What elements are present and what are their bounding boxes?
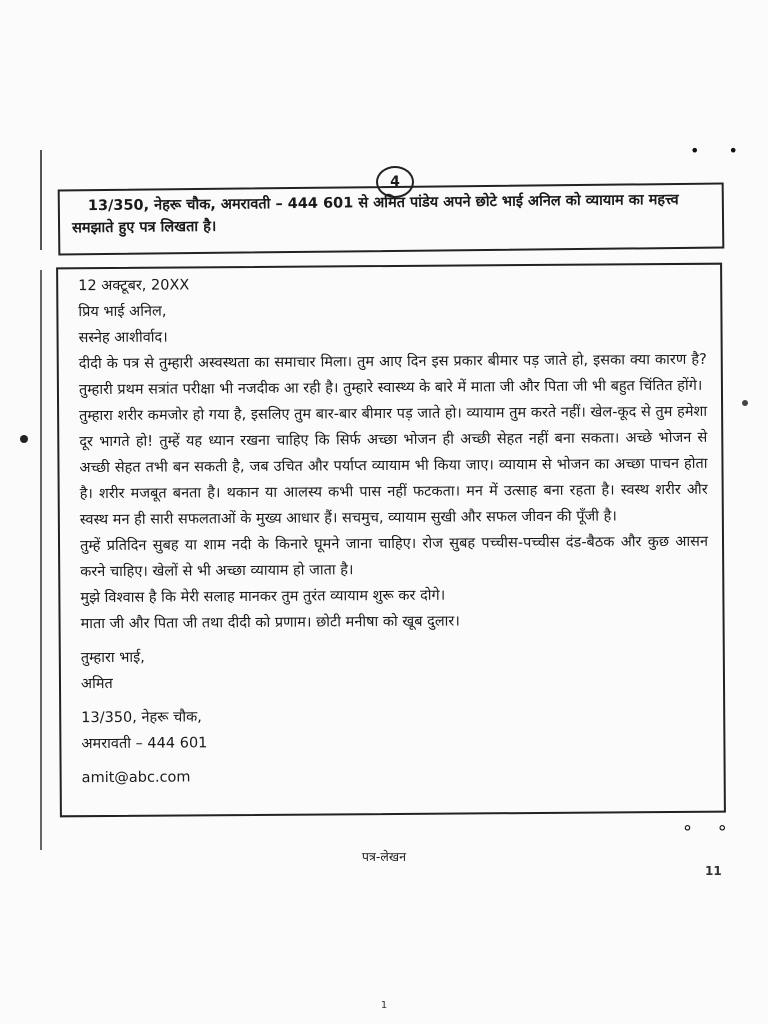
left-margin-line-lower <box>40 270 42 850</box>
letter-salutation: प्रिय भाई अनिल, <box>78 303 167 321</box>
letter-address-line2: अमरावती – 444 601 <box>81 735 208 753</box>
letter-paragraph: तुम्हें प्रतिदिन सुबह या शाम नदी के किनारे घूमने जाना चाहिए। रोज सुबह पच्चीस-पच्चीस दंड-बैठक और कुछ आसन करने चाहिए। खेलों से भी अच्छा व्यायाम हो जाता है। <box>79 533 709 581</box>
bottom-dot-marks: ° ° <box>683 822 737 843</box>
letter-greeting: सस्नेह आशीर्वाद। <box>78 329 168 347</box>
letter-paragraph: तुम्हारा शरीर कमजोर हो गया है, इसलिए तुम बार-बार बीमार पड़ जाते हो। व्यायाम तुम करते नहीं। खेल-कूद से तुम हमेशा दूर भागते हो! तुम्हें यह ध्यान रखना चाहिए कि सिर्फ अच्छा भोजन ही अच्छी सेहत नहीं बना सकता। अच्छे भोजन से अच्छी सेहत तभी बन सकती है, जब उचित और पर्याप्त व्यायाम भी किया जाए। व्यायाम से भोजन का अच्छा पाचन होता है। शरीर मजबूत बनता है। थकान या आलस्य कभी पास नहीं फटकता। मन में उत्साह बना रहता है। स्वस्थ शरीर और स्वस्थ मन ही सारी सफलताओं के मुख्य आधार हैं। सचमुच, व्यायाम सुखी और सफल जीवन की पूँजी है। <box>79 403 708 529</box>
letter-paragraph: दीदी के पत्र से तुम्हारी अस्वस्थता का समाचार मिला। तुम आए दिन इस प्रकार बीमार पड़ जाते हो, इसका क्या कारण है? तुम्हारी प्रथम सत्रांत परीक्षा भी नजदीक आ रही है। तुम्हारे स्वास्थ्य के बारे में माता जी और पिता जी भी बहुत चिंतित होंगे। <box>78 351 707 399</box>
letter-paragraph: मुझे विश्वास है कि मेरी सलाह मानकर तुम तुरंत व्यायाम शुरू कर दोगे। <box>80 587 446 607</box>
corner-dot-marks: • • <box>690 141 750 160</box>
left-margin-line <box>40 150 42 250</box>
question-number: 4 <box>376 166 414 198</box>
left-margin-dot <box>20 435 28 443</box>
page-number-bottom: 1 <box>380 1000 388 1011</box>
question-box <box>58 183 725 256</box>
letter-closing: तुम्हारा भाई, <box>80 649 145 667</box>
page-number-right: 11 <box>705 864 722 878</box>
letter-address-line1: 13/350, नेहरू चौक, <box>81 709 202 727</box>
letter-paragraph: माता जी और पिता जी तथा दीदी को प्रणाम। छोटी मनीषा को खूब दुलार। <box>80 613 460 633</box>
section-title: पत्र-लेखन <box>361 849 407 864</box>
question-text: 13/350, नेहरू चौक, अमरावती – 444 601 से अमित पांडेय अपने छोटे भाई अनिल को व्यायाम का महत्त्व समझाते हुए पत्र लिखता है। <box>71 191 679 237</box>
right-margin-dot <box>742 400 748 406</box>
letter-date: 12 अक्टूबर, 20XX <box>78 277 190 295</box>
letter-box <box>56 263 726 818</box>
letter-sender-name: अमित <box>80 675 113 693</box>
letter-email: amit@abc.com <box>81 769 191 787</box>
